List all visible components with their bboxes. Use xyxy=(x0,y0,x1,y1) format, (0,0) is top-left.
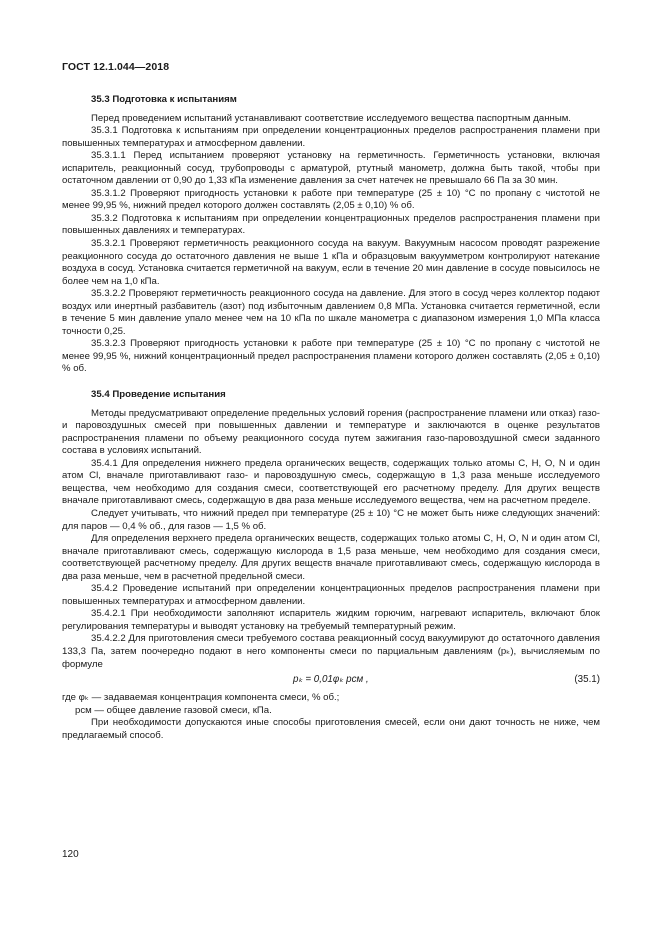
paragraph: 35.3.2.2 Проверяют герметичность реакционного сосуда на давление. Для этого в сосуд через коллектор подают воздух или инертный разбавитель (азот) под избыточным давлением 0,8 МПа. Установка считается герметичной, если в течение 5 мин давление упало менее чем на 10 кПа по шкале манометра с диапазоном измерения 1,0 МПа класса точности 0,25. xyxy=(62,288,600,337)
section-heading-35-4: 35.4 Проведение испытания xyxy=(91,389,226,401)
paragraph: Перед проведением испытаний устанавливают соответствие исследуемого вещества паспортным данным. xyxy=(91,112,571,124)
formula: pₖ = 0,01φₖ pсм , xyxy=(293,674,369,686)
paragraph: Следует учитывать, что нижний предел при температуре (25 ± 10) °С не может быть ниже следующих значений: для паров — 0,4 % об., для газов — 1,5 % об. xyxy=(62,507,600,532)
paragraph: 35.3.2.1 Проверяют герметичность реакционного сосуда на вакуум. Вакуумным насосом проводят разрежение реакционного сосуда до остаточного давления не выше 1 кПа и образцовым вакуумметром контролируют натекание воздуха в сосуд. Установка считается герметичной на вакуум, если в течение 20 мин давление в сосуде повысилось не более чем на 1,0 кПа. xyxy=(62,238,600,287)
formula-block xyxy=(62,673,600,688)
formula-number: (35.1) xyxy=(574,674,600,686)
page-body xyxy=(62,94,600,742)
paragraph: 35.3.2 Подготовка к испытаниям при определении концентрационных пределов распространения пламени при повышенных давлениях и температурах. xyxy=(62,212,600,237)
paragraph: 35.3.2.3 Проверяют пригодность установки к работе при температуре (25 ± 10) °С по пропану с чистотой не менее 99,95 %, нижний концентрационный предел распространения пламени которого должен составлять (2,05 ± 0,10) % об. xyxy=(62,338,600,375)
paragraph: 35.4.1 Для определения нижнего предела органических веществ, содержащих только атомы С, Н, О, N и один атом Сl, вначале приготавливают газо- и паровоздушную смесь, содержащую в 1,3 раза меньше исследуемого вещества, чем необходимо для создания смеси, соответствующей его расчетному пределу. Для других веществ вначале приготавливают смесь, содержащую в два раза меньше исследуемого вещества, чем на расчетном пределе. xyxy=(62,457,600,507)
formula-legend-item: где φₖ — задаваемая концентрация компонента смеси, % об.; xyxy=(62,692,340,704)
paragraph: 35.3.1.2 Проверяют пригодность установки к работе при температуре (25 ± 10) °С по пропану с чистотой не менее 99,95 %, нижний предел которого должен составлять (2,05 ± 0,10) % об. xyxy=(62,187,600,212)
paragraph: 35.4.2 Проведение испытаний при определении концентрационных пределов распространения пламени при повышенных температурах и атмосферном давлении. xyxy=(62,583,600,607)
paragraph: 35.4.2.2 Для приготовления смеси требуемого состава реакционный сосуд вакуумируют до остаточного давления 133,3 Па, затем поочередно подают в него компоненты смеси по парциальным давлениям (pₖ), вычисляемым по формуле xyxy=(62,633,600,670)
paragraph: При необходимости допускаются иные способы приготовления смесей, если они дают точность не ниже, чем предлагаемый способ. xyxy=(62,717,600,741)
formula-legend-item: pсм — общее давление газовой смеси, кПа. xyxy=(75,704,272,716)
paragraph: Для определения верхнего предела органических веществ, содержащих только атомы С, Н, О, N и один атом Сl, вначале приготавливают смесь, содержащую кислорода в 1,5 раза меньше, чем необходимо для создания смеси, соответствующей расчетному пределу. Для других веществ вначале приготавливают смесь, содержащую кислорода в два раза меньше, чем в расчетной предельной смеси. xyxy=(62,533,600,582)
section-heading-35-3: 35.3 Подготовка к испытаниям xyxy=(91,94,237,105)
paragraph: 35.3.1 Подготовка к испытаниям при определении концентрационных пределов распространения пламени при повышенных температурах и атмосферном давлении. xyxy=(62,125,600,149)
page-number: 120 xyxy=(62,849,79,860)
paragraph: Методы предусматривают определение предельных условий горения (распространение пламени или отказ) газо- и паровоздушных смесей при повышенных давлении и температуре и заключаются в оценке результатов распространения пламени по объему реакционного сосуда путем зажигания газо-паровоздушной смеси заданного состава в условиях испытаний. xyxy=(62,407,600,457)
paragraph: 35.4.2.1 При необходимости заполняют испаритель жидким горючим, нагревают испаритель, включают блок регулирования температуры и выводят установку на требуемый температурный режим. xyxy=(62,608,600,632)
paragraph: 35.3.1.1 Перед испытанием проверяют установку на герметичность. Герметичность установки, включая испаритель, реакционный сосуд, трубопроводы с арматурой, ртутный манометр, должна быть такой, чтобы при остаточном давлении от 0,90 до 1,33 кПа изменение давления за счет натечек не превышало 66 Па за 30 мин. xyxy=(62,150,600,187)
document-code: ГОСТ 12.1.044—2018 xyxy=(62,61,170,73)
